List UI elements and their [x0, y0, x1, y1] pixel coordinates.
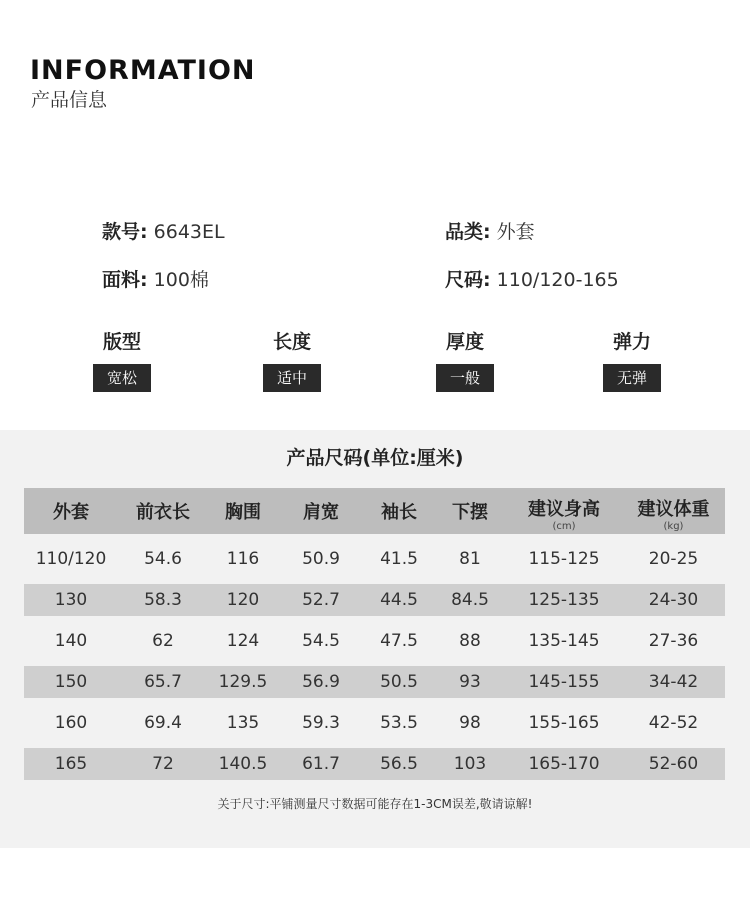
table-cell: 135-145 — [528, 631, 600, 651]
table-cell: 56.9 — [278, 666, 364, 698]
info-fabric-key: 面料: — [102, 269, 148, 291]
table-cell: 44.5 — [364, 584, 434, 616]
table-cell: 20-25 — [648, 549, 699, 569]
table-cell: 59.3 — [302, 713, 340, 733]
attribute-elasticity-label: 弹力 — [612, 331, 651, 353]
table-cell: 27-36 — [648, 631, 699, 651]
info-category-key: 品类: — [445, 221, 491, 243]
table-cell: 61.7 — [278, 748, 364, 780]
header-cell: 袖长 — [364, 488, 434, 534]
size-chart-section — [0, 430, 750, 848]
table-cell: 165-170 — [506, 748, 622, 780]
size-table — [24, 488, 725, 780]
attribute-length — [247, 330, 337, 392]
page-title-cn: 产品信息 — [31, 89, 108, 111]
table-cell: 88 — [459, 631, 481, 651]
attribute-thickness-label: 厚度 — [445, 331, 484, 353]
table-cell: 124 — [226, 631, 260, 651]
table-cell: 125-135 — [506, 584, 622, 616]
table-cell: 135 — [226, 713, 260, 733]
table-cell: 84.5 — [434, 584, 506, 616]
attribute-length-label: 长度 — [272, 331, 311, 353]
info-fabric — [102, 268, 209, 292]
page-title-en: INFORMATION — [30, 55, 256, 86]
table-cell: 93 — [434, 666, 506, 698]
table-cell: 81 — [459, 549, 481, 569]
info-fabric-value: 100棉 — [153, 269, 209, 291]
table-cell: 160 — [54, 713, 88, 733]
header-cell: 肩宽 — [278, 488, 364, 534]
table-cell: 42-52 — [648, 713, 699, 733]
table-cell: 50.9 — [302, 549, 340, 569]
info-size — [445, 268, 619, 292]
size-table-header — [24, 488, 725, 534]
table-cell: 47.5 — [380, 631, 418, 651]
table-row — [24, 666, 725, 698]
table-row — [24, 707, 725, 739]
header-cell: 建议体重 (kg) — [622, 488, 725, 534]
info-size-key: 尺码: — [445, 269, 491, 291]
table-cell: 65.7 — [118, 666, 208, 698]
table-cell: 145-155 — [506, 666, 622, 698]
table-row — [24, 748, 725, 780]
table-cell: 52.7 — [278, 584, 364, 616]
info-style-no-key: 款号: — [102, 221, 148, 243]
table-cell: 34-42 — [622, 666, 725, 698]
attribute-thickness — [420, 330, 510, 392]
header-cell: 外套 — [24, 488, 118, 534]
table-cell: 120 — [208, 584, 278, 616]
table-cell: 56.5 — [364, 748, 434, 780]
table-cell: 69.4 — [144, 713, 182, 733]
header-cell: 前衣长 — [118, 488, 208, 534]
attribute-fit-label: 版型 — [102, 331, 141, 353]
info-category — [445, 220, 535, 244]
table-cell: 150 — [24, 666, 118, 698]
table-cell: 140.5 — [208, 748, 278, 780]
table-row — [24, 584, 725, 616]
table-cell: 52-60 — [622, 748, 725, 780]
header-cell: 建议身高 (cm) — [506, 488, 622, 534]
attribute-elasticity-tag: 无弹 — [603, 364, 661, 392]
size-chart-title: 产品尺码(单位:厘米) — [286, 447, 464, 469]
attribute-fit — [77, 330, 167, 392]
header-cell: 胸围 — [208, 488, 278, 534]
table-cell: 58.3 — [118, 584, 208, 616]
table-cell: 140 — [54, 631, 88, 651]
table-cell: 50.5 — [364, 666, 434, 698]
table-cell: 155-165 — [528, 713, 600, 733]
info-category-value: 外套 — [496, 221, 535, 243]
attribute-elasticity — [587, 330, 677, 392]
attribute-fit-tag: 宽松 — [93, 364, 151, 392]
table-cell: 129.5 — [208, 666, 278, 698]
table-cell: 116 — [226, 549, 260, 569]
header-unit-cm: (cm) — [552, 521, 576, 532]
info-style-no-value: 6643EL — [153, 221, 225, 243]
size-note: 关于尺寸:平铺测量尺寸数据可能存在1-3CM误差,敬请谅解! — [217, 797, 533, 811]
table-cell: 41.5 — [380, 549, 418, 569]
table-cell: 110/120 — [35, 549, 107, 569]
table-cell: 72 — [118, 748, 208, 780]
table-cell: 54.5 — [302, 631, 340, 651]
header-cell: 下摆 — [434, 488, 506, 534]
table-cell: 115-125 — [528, 549, 600, 569]
attribute-thickness-tag: 一般 — [436, 364, 494, 392]
table-cell: 54.6 — [144, 549, 182, 569]
table-cell: 165 — [24, 748, 118, 780]
table-cell: 130 — [24, 584, 118, 616]
table-row — [24, 625, 725, 657]
table-cell: 53.5 — [380, 713, 418, 733]
info-style-no — [102, 220, 225, 244]
table-cell: 62 — [152, 631, 174, 651]
attribute-length-tag: 适中 — [263, 364, 321, 392]
table-cell: 98 — [459, 713, 481, 733]
table-cell: 24-30 — [622, 584, 725, 616]
table-row — [24, 543, 725, 575]
header-unit-kg: (kg) — [663, 521, 684, 532]
table-cell: 103 — [434, 748, 506, 780]
info-size-value: 110/120-165 — [496, 269, 619, 291]
